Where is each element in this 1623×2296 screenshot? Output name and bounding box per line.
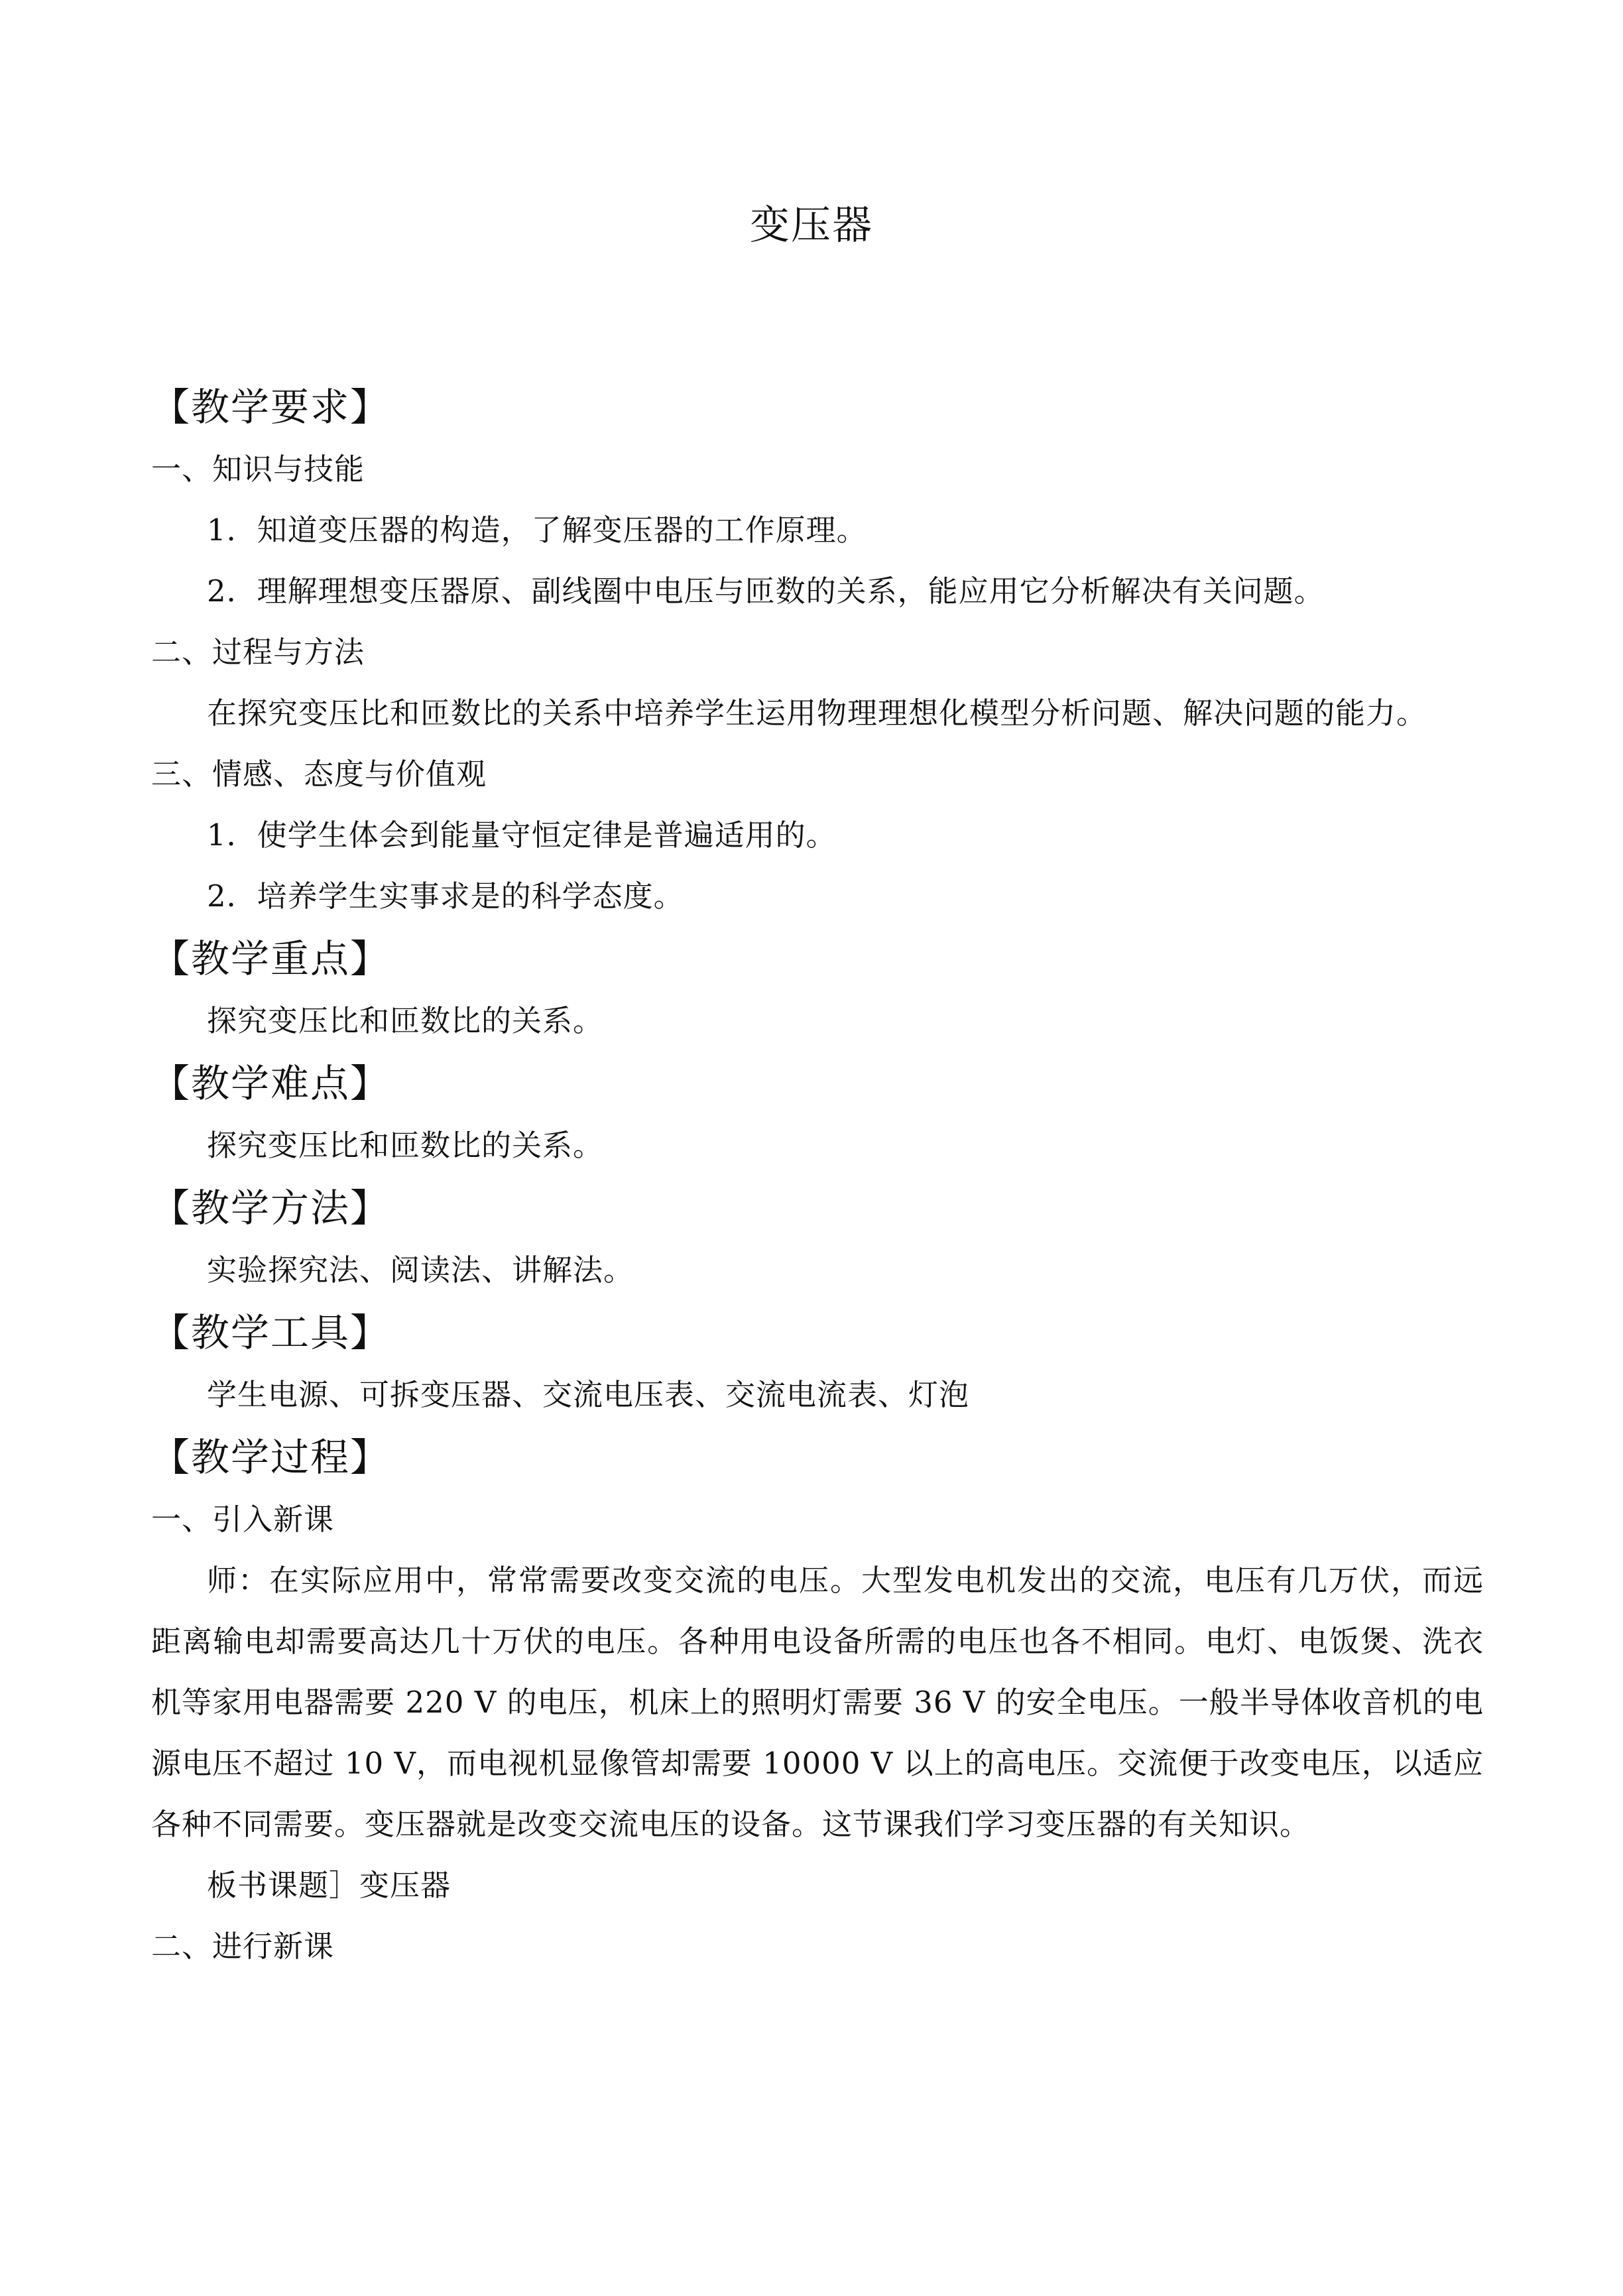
section-heading-tools: 【教学工具】 bbox=[151, 1310, 391, 1355]
page-title: 变压器 bbox=[750, 202, 873, 249]
document-body bbox=[151, 375, 1484, 1977]
methods-text: 实验探究法、阅读法、讲解法。 bbox=[207, 1252, 634, 1288]
subheading-knowledge: 一、知识与技能 bbox=[151, 452, 365, 487]
key-points-text: 探究变压比和匝数比的关系。 bbox=[207, 1003, 604, 1038]
section-heading-difficulties: 【教学难点】 bbox=[151, 1061, 391, 1106]
emotion-item-1: 1．使学生体会到能量守恒定律是普遍适用的。 bbox=[207, 817, 837, 853]
subheading-process-method: 二、过程与方法 bbox=[151, 634, 365, 670]
tools-text: 学生电源、可拆变压器、交流电压表、交流电流表、灯泡 bbox=[207, 1377, 970, 1412]
intro-paragraph: 师：在实际应用中，常常需要改变交流的电压。大型发电机发出的交流，电压有几万伏，而远距离输电却需要高达几十万伏的电压。各种用电设备所需的电压也各不相同。电灯、电饭煲、洗衣机等家用电器需要 220 V 的电压，机床上的照明灯需要 36 V 的安全电压。一般半导体收音机的电源电压不超过 10 V，而电视机显像管却需要 10000 V 以上的高电压。交流便于改变电压，以适应各种不同需要。变压器就是改变交流电压的设备。这节课我们学习变压器的有关知识。 bbox=[151, 1563, 1484, 1842]
section-heading-requirements: 【教学要求】 bbox=[151, 385, 391, 430]
section-heading-key-points: 【教学重点】 bbox=[151, 936, 391, 981]
emotion-item-2: 2．培养学生实事求是的科学态度。 bbox=[207, 878, 684, 914]
board-title-text: 板书课题］变压器 bbox=[207, 1868, 451, 1903]
difficulties-text: 探究变压比和匝数比的关系。 bbox=[207, 1128, 604, 1163]
process-method-text: 在探究变压比和匝数比的关系中培养学生运用物理理想化模型分析问题、解决问题的能力。 bbox=[207, 695, 1427, 731]
knowledge-item-1: 1．知道变压器的构造，了解变压器的工作原理。 bbox=[207, 513, 867, 548]
subheading-emotion: 三、情感、态度与价值观 bbox=[151, 756, 487, 792]
subheading-new-lesson: 二、进行新课 bbox=[151, 1929, 335, 1964]
section-heading-process: 【教学过程】 bbox=[151, 1435, 391, 1480]
subheading-intro: 一、引入新课 bbox=[151, 1502, 335, 1537]
knowledge-item-2: 2．理解理想变压器原、副线圈中电压与匝数的关系，能应用它分析解决有关问题。 bbox=[207, 574, 1325, 609]
section-heading-methods: 【教学方法】 bbox=[151, 1185, 391, 1231]
